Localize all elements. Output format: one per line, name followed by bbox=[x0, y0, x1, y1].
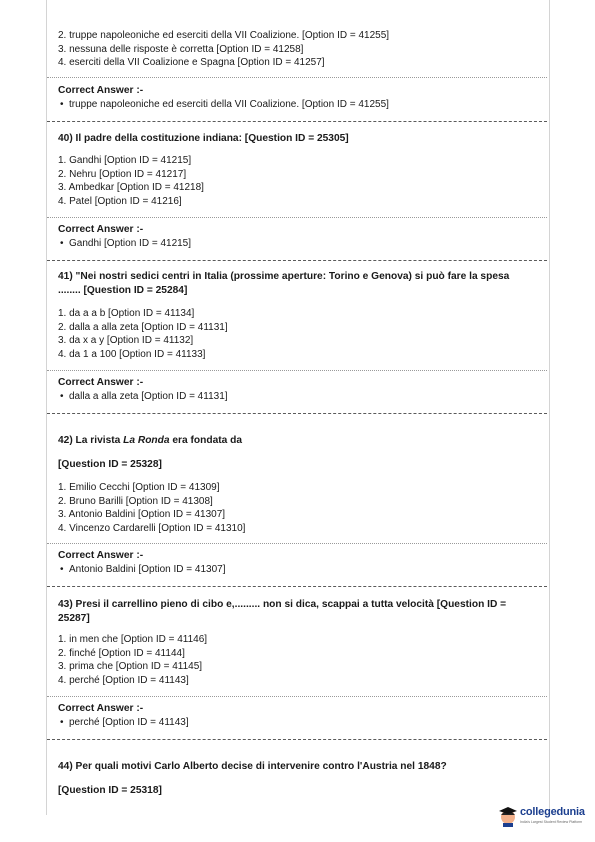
question-41 bbox=[58, 270, 539, 298]
question-divider bbox=[47, 121, 547, 122]
question-id: [Question ID = 25328] bbox=[58, 459, 162, 470]
option-line: 2. finché [Option ID = 41144] bbox=[58, 647, 185, 659]
option-line: 2. Nehru [Option ID = 41217] bbox=[58, 168, 187, 180]
separator bbox=[47, 77, 547, 78]
question-divider bbox=[47, 413, 547, 414]
separator bbox=[47, 696, 547, 697]
correct-answer: • Antonio Baldini [Option ID = 41307] bbox=[58, 563, 539, 577]
question-43 bbox=[58, 598, 539, 626]
correct-answer: • Gandhi [Option ID = 41215] bbox=[58, 237, 539, 251]
q40-answer-block bbox=[58, 223, 539, 251]
q42-answer-block bbox=[58, 549, 539, 577]
prev-answer-block bbox=[58, 84, 539, 112]
option-line: 4. eserciti della VII Coalizione e Spagna [Option ID = 41257] bbox=[58, 57, 325, 69]
correct-answer-heading: Correct Answer :- bbox=[58, 85, 144, 96]
option-line: 1. da a a b [Option ID = 41134] bbox=[58, 308, 195, 319]
question-text: 41) "Nei nostri sedici centri in Italia (prossime aperture: Torino e Genova) si può fare la spesa bbox=[58, 271, 510, 282]
logo-tagline: India's Largest Student Review Platform bbox=[520, 820, 583, 824]
option-line: 4. da 1 a 100 [Option ID = 41133] bbox=[58, 348, 206, 360]
correct-answer-heading: Correct Answer :- bbox=[58, 550, 144, 561]
q41-options bbox=[58, 307, 539, 361]
question-text: 40) Il padre della costituzione indiana: [Question ID = 25305] bbox=[58, 133, 349, 144]
option-line: 3. Ambedkar [Option ID = 41218] bbox=[58, 182, 204, 194]
question-42 bbox=[58, 434, 539, 448]
option-line: 2. Bruno Barilli [Option ID = 41308] bbox=[58, 495, 213, 507]
page-frame bbox=[46, 0, 550, 815]
question-text: 25287] bbox=[58, 612, 90, 624]
option-line: 4. perché [Option ID = 41143] bbox=[58, 674, 189, 686]
option-line: 4. Patel [Option ID = 41216] bbox=[58, 195, 182, 207]
option-line: 1. in men che [Option ID = 41146] bbox=[58, 634, 208, 645]
option-line: 2. truppe napoleoniche ed eserciti della VII Coalizione. [Option ID = 41255] bbox=[58, 30, 390, 41]
option-line: 3. da x a y [Option ID = 41132] bbox=[58, 335, 194, 347]
question-divider bbox=[47, 586, 547, 587]
correct-answer: • perché [Option ID = 41143] bbox=[58, 716, 539, 730]
q41-answer-block bbox=[58, 376, 539, 404]
journal-title: La Ronda bbox=[123, 435, 170, 446]
option-line: 1. Gandhi [Option ID = 41215] bbox=[58, 155, 192, 166]
question-text-post: era fondata da bbox=[169, 435, 243, 446]
correct-answer: • dalla a alla zeta [Option ID = 41131] bbox=[58, 390, 539, 404]
separator bbox=[47, 217, 547, 218]
q43-answer-block bbox=[58, 702, 539, 730]
logo-name: collegedunia bbox=[520, 806, 585, 818]
q43-options bbox=[58, 633, 539, 687]
question-44-id bbox=[58, 784, 539, 798]
option-line: 1. Emilio Cecchi [Option ID = 41309] bbox=[58, 482, 220, 493]
question-44 bbox=[58, 760, 539, 774]
option-line: 2. dalla a alla zeta [Option ID = 41131] bbox=[58, 321, 228, 333]
question-text: 43) Presi il carrellino pieno di cibo e,......... non si dica, scappai a tutta velocità [Question ID = bbox=[58, 599, 507, 610]
q40-options bbox=[58, 154, 539, 208]
prev-options bbox=[58, 29, 539, 70]
question-id: [Question ID = 25318] bbox=[58, 785, 162, 796]
correct-answer: • truppe napoleoniche ed eserciti della VII Coalizione. [Option ID = 41255] bbox=[58, 98, 539, 112]
collegedunia-logo bbox=[498, 803, 588, 833]
correct-answer-heading: Correct Answer :- bbox=[58, 224, 144, 235]
graduate-cap-icon bbox=[498, 803, 518, 827]
question-text bbox=[58, 434, 539, 448]
option-line: 4. Vincenzo Cardarelli [Option ID = 41310] bbox=[58, 522, 246, 534]
option-line: 3. nessuna delle risposte è corretta [Option ID = 41258] bbox=[58, 43, 304, 55]
question-text-pre: 42) La rivista bbox=[58, 435, 124, 446]
option-line: 3. Antonio Baldini [Option ID = 41307] bbox=[58, 509, 226, 521]
question-text: ........ [Question ID = 25284] bbox=[58, 284, 188, 296]
option-line: 3. prima che [Option ID = 41145] bbox=[58, 661, 203, 673]
question-42-id bbox=[58, 458, 539, 472]
question-text: 44) Per quali motivi Carlo Alberto decise di intervenire contro l'Austria nel 1848? bbox=[58, 761, 447, 772]
question-divider bbox=[47, 260, 547, 261]
separator bbox=[47, 543, 547, 544]
correct-answer-heading: Correct Answer :- bbox=[58, 377, 144, 388]
separator bbox=[47, 370, 547, 371]
question-divider bbox=[47, 739, 547, 740]
correct-answer-heading: Correct Answer :- bbox=[58, 703, 144, 714]
q42-options bbox=[58, 481, 539, 535]
question-40 bbox=[58, 132, 539, 146]
